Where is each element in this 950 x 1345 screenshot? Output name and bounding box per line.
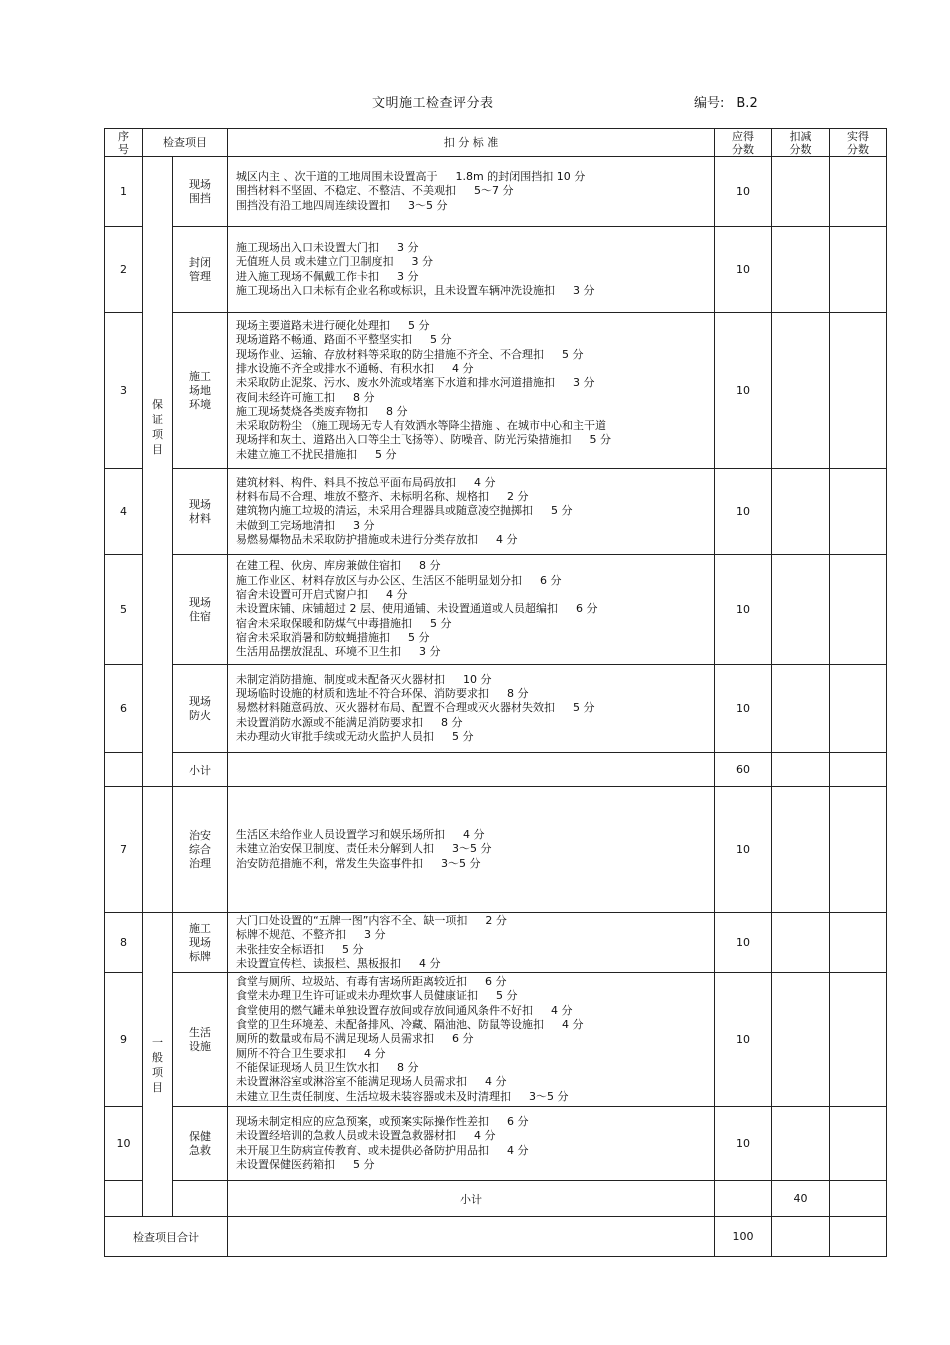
- criteria-text: 进入施工现场不佩戴工作卡扣: [236, 269, 379, 283]
- criteria-line: [236, 957, 714, 971]
- row-actual-input[interactable]: [830, 313, 887, 469]
- criteria-points: 5 分: [551, 504, 573, 518]
- criteria-points: 2 分: [507, 490, 529, 504]
- criteria-points: 5 分: [353, 1157, 375, 1171]
- row-criteria: [228, 973, 715, 1107]
- criteria-text: 未采取防粉尘 （施工现场无专人有效洒水等降尘措施 、在城市中心和主干道: [236, 419, 606, 433]
- total-row: [105, 1217, 887, 1257]
- criteria-points: 5 分: [562, 347, 584, 361]
- row-actual-input[interactable]: [830, 227, 887, 313]
- subtotal-deduct-input[interactable]: [830, 1181, 887, 1217]
- criteria-line: [236, 1115, 714, 1129]
- criteria-line: [236, 448, 714, 462]
- header-actual: 实得 分数: [830, 129, 887, 157]
- criteria-text: 食堂的卫生环境差、未配备排风、冷藏、隔油池、防鼠等设施扣: [236, 1018, 544, 1032]
- criteria-line: [236, 519, 714, 533]
- subtotal-score: 40: [772, 1181, 830, 1217]
- criteria-points: 3 分: [364, 928, 386, 942]
- row-criteria: [228, 313, 715, 469]
- criteria-points: 4 分: [419, 956, 441, 970]
- criteria-line: [236, 199, 714, 213]
- criteria-points: 5 分: [430, 333, 452, 347]
- criteria-text: 不能保证现场人员卫生饮水扣: [236, 1060, 379, 1074]
- criteria-line: [236, 559, 714, 573]
- criteria-text: 未设置消防水源或不能满足消防要求扣: [236, 715, 423, 729]
- row-seq: 8: [105, 913, 143, 973]
- criteria-text: 大门口处设置的“五牌一图”内容不全、缺一项扣: [236, 913, 468, 927]
- row-deduct-input[interactable]: [772, 787, 830, 913]
- subtotal-label: 小计: [173, 753, 228, 787]
- vertical-text: 现场 防火: [189, 694, 211, 722]
- row-deduct-input[interactable]: [772, 973, 830, 1107]
- criteria-points: 6 分: [540, 573, 562, 587]
- criteria-text: 围挡材料不坚固、不稳定、不整洁、不美观扣: [236, 184, 456, 198]
- criteria-text: 未设置经培训的急救人员或未设置急救器材扣: [236, 1129, 456, 1143]
- criteria-line: [236, 701, 714, 715]
- criteria-line: [236, 362, 714, 376]
- vertical-text: 施工 场地 环境: [189, 369, 211, 411]
- subtotal-deduct-input[interactable]: [772, 753, 830, 787]
- criteria-points: 6 分: [485, 975, 507, 989]
- total-label: 检查项目合计: [105, 1217, 228, 1257]
- criteria-points: 6 分: [452, 1032, 474, 1046]
- criteria-line: [236, 270, 714, 284]
- criteria-line: [236, 730, 714, 744]
- vertical-text: 现场 围挡: [189, 177, 211, 205]
- total-score: 100: [715, 1217, 772, 1257]
- criteria-line: [236, 284, 714, 298]
- criteria-line: [236, 333, 714, 347]
- criteria-text: 现场临时设施的材质和选址不符合环保、消防要求扣: [236, 687, 489, 701]
- criteria-line: [236, 1032, 714, 1046]
- criteria-line: [236, 631, 714, 645]
- criteria-points: 4 分: [474, 475, 496, 489]
- criteria-text: 围挡没有沿工地四周连续设置扣: [236, 198, 390, 212]
- criteria-points: 8 分: [441, 715, 463, 729]
- criteria-text: 现场道路不畅通、路面不平整坚实扣: [236, 333, 412, 347]
- criteria-points: 3～5 分: [408, 198, 448, 212]
- criteria-line: [236, 989, 714, 1003]
- criteria-line: [236, 914, 714, 928]
- criteria-text: 夜间未经许可施工扣: [236, 390, 335, 404]
- criteria-points: 3 分: [397, 240, 419, 254]
- row-criteria: [228, 787, 715, 913]
- criteria-points: 3～5 分: [529, 1089, 569, 1103]
- criteria-points: 3～5 分: [441, 856, 481, 870]
- criteria-points: 3 分: [411, 255, 433, 269]
- criteria-points: 5 分: [408, 319, 430, 333]
- criteria-text: 生活用品摆放混乱、环境不卫生扣: [236, 645, 401, 659]
- criteria-line: [236, 1158, 714, 1172]
- criteria-text: 未采取防止泥浆、污水、废水外流或堵塞下水道和排水河道措施扣: [236, 376, 555, 390]
- subtotal-seq: [105, 753, 143, 787]
- row-actual-input[interactable]: [830, 665, 887, 753]
- table-row: [105, 1107, 887, 1181]
- subtotal-label: 小计: [228, 1181, 715, 1217]
- row-item-name: [173, 665, 228, 753]
- criteria-text: 未办理动火审批手续或无动火监护人员扣: [236, 729, 434, 743]
- criteria-points: 3 分: [573, 283, 595, 297]
- criteria-line: [236, 1018, 714, 1032]
- vertical-text: 生活 设施: [189, 1025, 211, 1053]
- table-row: [105, 227, 887, 313]
- criteria-line: [236, 673, 714, 687]
- table-row: [105, 787, 887, 913]
- header-item: 检查项目: [143, 129, 228, 157]
- header-due: 应得 分数: [715, 129, 772, 157]
- criteria-line: [236, 533, 714, 547]
- criteria-line: [236, 348, 714, 362]
- criteria-points: 5 分: [496, 989, 518, 1003]
- criteria-points: 3 分: [397, 269, 419, 283]
- row-item-name: [173, 469, 228, 555]
- row-due-score: 10: [715, 1107, 772, 1181]
- criteria-text: 治安防范措施不利，常发生失盗事件扣: [236, 856, 423, 870]
- criteria-points: 3～5 分: [452, 842, 492, 856]
- row-due-score: 10: [715, 973, 772, 1107]
- row-due-score: 10: [715, 787, 772, 913]
- criteria-text: 未建立卫生责任制度、生活垃圾未装容器或未及时清理扣: [236, 1089, 511, 1103]
- criteria-line: [236, 241, 714, 255]
- criteria-line: [236, 504, 714, 518]
- row-criteria: [228, 555, 715, 665]
- row-deduct-input[interactable]: [772, 913, 830, 973]
- row-due-score: 10: [715, 555, 772, 665]
- criteria-points: 3 分: [419, 645, 441, 659]
- row-seq: 2: [105, 227, 143, 313]
- criteria-points: 4 分: [386, 588, 408, 602]
- criteria-points: 5 分: [375, 447, 397, 461]
- table-row: [105, 469, 887, 555]
- criteria-text: 未张挂安全标语扣: [236, 942, 324, 956]
- criteria-text: 食堂与厕所、垃圾站、有毒有害场所距离较近扣: [236, 975, 467, 989]
- row-item-name: [173, 227, 228, 313]
- group-general-top: [143, 787, 173, 913]
- criteria-line: [236, 433, 714, 447]
- header-row: [105, 129, 887, 157]
- criteria-line: [236, 1144, 714, 1158]
- criteria-text: 现场作业、运输、存放材料等采取的防尘措施不齐全、不合理扣: [236, 347, 544, 361]
- row-due-score: 10: [715, 227, 772, 313]
- criteria-points: 8 分: [397, 1060, 419, 1074]
- row-deduct-input[interactable]: [772, 313, 830, 469]
- criteria-points: 4 分: [496, 532, 518, 546]
- criteria-text: 未设置床铺、床铺超过 2 层、使用通铺、未设置通道或人员超编扣: [236, 602, 558, 616]
- criteria-line: [236, 716, 714, 730]
- subtotal-criteria: [228, 753, 715, 787]
- criteria-points: 4 分: [485, 1075, 507, 1089]
- criteria-line: [236, 857, 714, 871]
- total-criteria: [228, 1217, 715, 1257]
- row-seq: 1: [105, 157, 143, 227]
- row-actual-input[interactable]: [830, 157, 887, 227]
- criteria-line: [236, 490, 714, 504]
- vertical-text: 治安 综合 治理: [189, 828, 211, 870]
- criteria-text: 施工现场焚烧各类废弃物扣: [236, 404, 368, 418]
- criteria-line: [236, 1047, 714, 1061]
- criteria-line: [236, 184, 714, 198]
- subtotal-group: [173, 1181, 228, 1217]
- row-actual-input[interactable]: [830, 1107, 887, 1181]
- row-item-name: [173, 913, 228, 973]
- criteria-text: 无值班人员 或未建立门卫制度扣: [236, 255, 394, 269]
- criteria-line: [236, 319, 714, 333]
- row-item-name: [173, 1107, 228, 1181]
- score-table: [104, 128, 887, 1257]
- criteria-text: 未设置宣传栏、读报栏、黑板报扣: [236, 956, 401, 970]
- criteria-text: 未设置保健医药箱扣: [236, 1157, 335, 1171]
- criteria-text: 建筑物内施工垃圾的清运，未采用合理器具或随意凌空抛掷扣: [236, 504, 533, 518]
- criteria-text: 建筑材料、构件、料具不按总平面布局码放扣: [236, 475, 456, 489]
- row-seq: 9: [105, 973, 143, 1107]
- criteria-text: 未开展卫生防病宣传教育、或未提供必备防护用品扣: [236, 1143, 489, 1157]
- criteria-line: [236, 476, 714, 490]
- criteria-text: 城区内主 、次干道的工地周围未设置高于: [236, 170, 438, 184]
- row-item-name: [173, 313, 228, 469]
- criteria-points: 4 分: [463, 828, 485, 842]
- criteria-points: 4 分: [562, 1018, 584, 1032]
- criteria-line: [236, 842, 714, 856]
- row-due-score: 10: [715, 469, 772, 555]
- total-actual-input[interactable]: [830, 1217, 887, 1257]
- subtotal-seq: [105, 1181, 143, 1217]
- criteria-line: [236, 588, 714, 602]
- header-seq: 序 号: [105, 129, 143, 157]
- table-row: [105, 973, 887, 1107]
- row-due-score: 10: [715, 157, 772, 227]
- criteria-points: 5 分: [452, 729, 474, 743]
- criteria-points: 4 分: [551, 1003, 573, 1017]
- row-seq: 10: [105, 1107, 143, 1181]
- criteria-line: [236, 391, 714, 405]
- criteria-points: 1.8m 的封闭围挡扣 10 分: [455, 170, 586, 184]
- row-item-name: [173, 787, 228, 913]
- criteria-points: 3 分: [573, 376, 595, 390]
- criteria-text: 生活区未给作业人员设置学习和娱乐场所扣: [236, 828, 445, 842]
- row-deduct-input[interactable]: [772, 469, 830, 555]
- criteria-text: 材料布局不合理、堆放不整齐、未标明名称、规格扣: [236, 490, 489, 504]
- row-actual-input[interactable]: [830, 973, 887, 1107]
- criteria-line: [236, 928, 714, 942]
- form-code: [694, 92, 758, 111]
- criteria-points: 8 分: [353, 390, 375, 404]
- criteria-points: 5 分: [589, 433, 611, 447]
- row-criteria: [228, 913, 715, 973]
- criteria-points: 8 分: [507, 687, 529, 701]
- criteria-line: [236, 975, 714, 989]
- criteria-points: 8 分: [386, 404, 408, 418]
- criteria-points: 4 分: [507, 1143, 529, 1157]
- vertical-text: 封闭 管理: [189, 255, 211, 283]
- page-title: 文明施工检查评分表: [372, 96, 494, 111]
- row-criteria: [228, 469, 715, 555]
- criteria-points: 5 分: [573, 701, 595, 715]
- criteria-text: 厕所不符合卫生要求扣: [236, 1046, 346, 1060]
- criteria-text: 施工现场出入口未设置大门扣: [236, 240, 379, 254]
- row-deduct-input[interactable]: [772, 157, 830, 227]
- subtotal-actual-input[interactable]: [830, 753, 887, 787]
- row-seq: 4: [105, 469, 143, 555]
- code-value: B.2: [736, 96, 758, 111]
- table-row: [105, 665, 887, 753]
- criteria-text: 食堂使用的燃气罐未单独设置存放间或存放间通风条件不好扣: [236, 1003, 533, 1017]
- criteria-line: [236, 1004, 714, 1018]
- row-criteria: [228, 665, 715, 753]
- table-row: [105, 313, 887, 469]
- row-criteria: [228, 157, 715, 227]
- table-row: [105, 157, 887, 227]
- criteria-line: [236, 617, 714, 631]
- criteria-text: 施工作业区、材料存放区与办公区、生活区不能明显划分扣: [236, 573, 522, 587]
- criteria-line: [236, 943, 714, 957]
- row-seq: 5: [105, 555, 143, 665]
- criteria-text: 排水设施不齐全或排水不通畅、有积水扣: [236, 361, 434, 375]
- row-item-name: [173, 157, 228, 227]
- row-seq: 6: [105, 665, 143, 753]
- header-criteria: 扣 分 标 准: [228, 129, 715, 157]
- group-general: 一 般 项 目: [143, 913, 173, 1217]
- criteria-line: [236, 645, 714, 659]
- row-actual-input[interactable]: [830, 787, 887, 913]
- criteria-line: [236, 1061, 714, 1075]
- criteria-line: [236, 170, 714, 184]
- criteria-line: [236, 255, 714, 269]
- row-actual-input[interactable]: [830, 555, 887, 665]
- criteria-line: [236, 376, 714, 390]
- criteria-text: 易燃易爆物品未采取防护措施或未进行分类存放扣: [236, 532, 478, 546]
- criteria-text: 未制定消防措施、制度或未配备灭火器材扣: [236, 672, 445, 686]
- criteria-points: 4 分: [364, 1046, 386, 1060]
- vertical-text: 施工 现场 标牌: [189, 921, 211, 963]
- row-seq: 3: [105, 313, 143, 469]
- table-row: [105, 555, 887, 665]
- subtotal-score: 60: [715, 753, 772, 787]
- criteria-points: 10 分: [463, 672, 492, 686]
- row-deduct-input[interactable]: [772, 227, 830, 313]
- row-due-score: 10: [715, 913, 772, 973]
- criteria-points: 5 分: [430, 616, 452, 630]
- vertical-text: 保健 急救: [189, 1129, 211, 1157]
- row-item-name: [173, 555, 228, 665]
- criteria-points: 5 分: [342, 942, 364, 956]
- criteria-points: 4 分: [452, 361, 474, 375]
- row-deduct-input[interactable]: [772, 1107, 830, 1181]
- criteria-text: 现场拌和灰土、道路出入口等尘土飞扬等）、防噪音、防光污染措施扣: [236, 433, 572, 447]
- criteria-line: [236, 1075, 714, 1089]
- criteria-line: [236, 1129, 714, 1143]
- criteria-text: 施工现场出入口未标有企业名称或标识，且未设置车辆冲洗设施扣: [236, 283, 555, 297]
- criteria-line: [236, 405, 714, 419]
- criteria-text: 厕所的数量或布局不满足现场人员需求扣: [236, 1032, 434, 1046]
- criteria-text: 未设置淋浴室或淋浴室不能满足现场人员需求扣: [236, 1075, 467, 1089]
- criteria-line: [236, 687, 714, 701]
- row-deduct-input[interactable]: [772, 555, 830, 665]
- criteria-points: 3 分: [353, 518, 375, 532]
- row-due-score: 10: [715, 665, 772, 753]
- criteria-text: 现场未制定相应的应急预案，或预案实际操作性差扣: [236, 1114, 489, 1128]
- criteria-text: 标牌不规范、不整齐扣: [236, 928, 346, 942]
- criteria-text: 现场主要道路未进行硬化处理扣: [236, 319, 390, 333]
- criteria-text: 在建工程、伙房、库房兼做住宿扣: [236, 559, 401, 573]
- criteria-text: 未建立治安保卫制度、责任未分解到人扣: [236, 842, 434, 856]
- row-actual-input[interactable]: [830, 469, 887, 555]
- subtotal-criteria: [715, 1181, 772, 1217]
- row-seq: 7: [105, 787, 143, 913]
- row-criteria: [228, 1107, 715, 1181]
- code-label: 编号:: [694, 96, 725, 111]
- criteria-text: 宿舍未设置可开启式窗户扣: [236, 588, 368, 602]
- criteria-points: 5 分: [408, 630, 430, 644]
- criteria-line: [236, 419, 714, 433]
- criteria-text: 宿舍未采取保暖和防煤气中毒措施扣: [236, 616, 412, 630]
- criteria-line: [236, 828, 714, 842]
- total-deduct-input[interactable]: [772, 1217, 830, 1257]
- criteria-points: 4 分: [474, 1129, 496, 1143]
- criteria-text: 易燃材料随意码放、灭火器材布局、配置不合理或灭火器材失效扣: [236, 701, 555, 715]
- row-item-name: [173, 973, 228, 1107]
- criteria-text: 食堂未办理卫生许可证或未办理炊事人员健康证扣: [236, 989, 478, 1003]
- group-guarantee: 保 证 项 目: [143, 157, 173, 787]
- subtotal-row: [105, 753, 887, 787]
- row-deduct-input[interactable]: [772, 665, 830, 753]
- row-actual-input[interactable]: [830, 913, 887, 973]
- criteria-points: 2 分: [485, 913, 507, 927]
- criteria-points: 5～7 分: [474, 184, 514, 198]
- subtotal-row: [105, 1181, 887, 1217]
- header-deduct: 扣减 分数: [772, 129, 830, 157]
- criteria-text: 未做到工完场地清扣: [236, 518, 335, 532]
- row-due-score: 10: [715, 313, 772, 469]
- criteria-text: 未建立施工不扰民措施扣: [236, 447, 357, 461]
- criteria-line: [236, 602, 714, 616]
- criteria-points: 6 分: [576, 602, 598, 616]
- vertical-text: 现场 住宿: [189, 595, 211, 623]
- criteria-points: 6 分: [507, 1114, 529, 1128]
- criteria-line: [236, 1090, 714, 1104]
- criteria-text: 宿舍未采取消暑和防蚊蝇措施扣: [236, 630, 390, 644]
- criteria-line: [236, 574, 714, 588]
- row-criteria: [228, 227, 715, 313]
- criteria-points: 8 分: [419, 559, 441, 573]
- vertical-text: 现场 材料: [189, 497, 211, 525]
- table-row: [105, 913, 887, 973]
